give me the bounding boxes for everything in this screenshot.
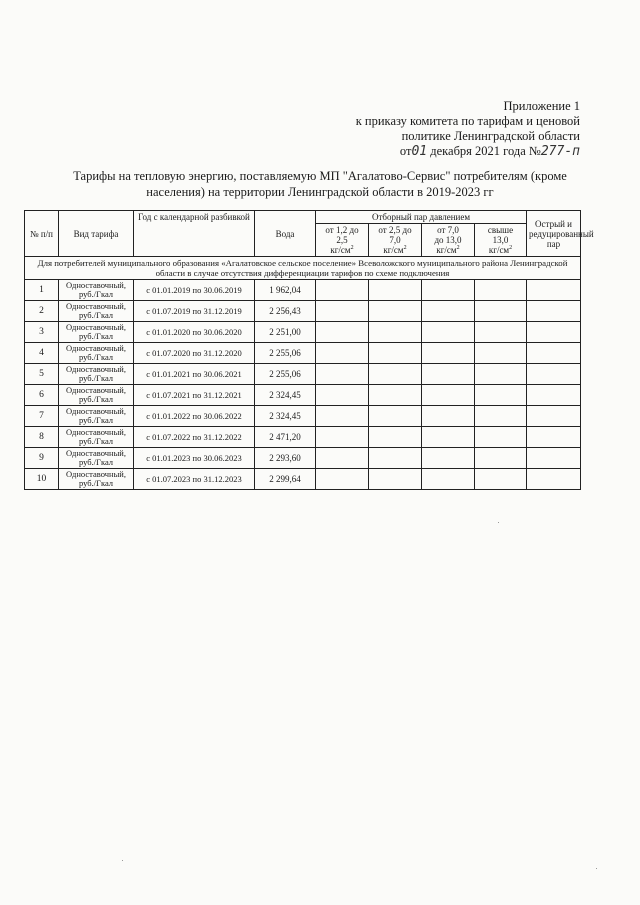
- row-kind: Одноставочный, руб./Гкал: [59, 364, 134, 385]
- empty-cell: [422, 301, 475, 322]
- row-kind: Одноставочный, руб./Гкал: [59, 343, 134, 364]
- document-title: [22, 168, 618, 200]
- empty-cell: [475, 448, 527, 469]
- header-period: Год с календарной разбивкой: [134, 211, 255, 257]
- table-row: [25, 448, 581, 469]
- row-water-value: 2 293,60: [255, 448, 316, 469]
- empty-cell: [422, 406, 475, 427]
- row-water-value: 2 251,00: [255, 322, 316, 343]
- empty-cell: [369, 448, 422, 469]
- empty-cell: [422, 385, 475, 406]
- header-steam-range-2: [369, 224, 422, 257]
- empty-cell: [422, 448, 475, 469]
- range-4-line-2: 13,0: [492, 235, 509, 245]
- date-prefix: от: [399, 144, 412, 158]
- appendix-date-line: [280, 144, 580, 159]
- table-row: [25, 364, 581, 385]
- row-num: 7: [25, 406, 59, 427]
- empty-cell: [422, 280, 475, 301]
- scan-speck: [122, 860, 123, 861]
- empty-cell: [475, 343, 527, 364]
- range-4-line-1: свыше: [487, 225, 514, 235]
- empty-cell: [316, 280, 369, 301]
- row-period: с 01.01.2020 по 30.06.2020: [134, 322, 255, 343]
- empty-cell: [475, 427, 527, 448]
- range-2-line-1: от 2,5 до: [378, 225, 412, 235]
- table-row: [25, 469, 581, 490]
- row-num: 3: [25, 322, 59, 343]
- empty-cell: [475, 385, 527, 406]
- tariff-table: [24, 210, 594, 490]
- row-period: с 01.01.2021 по 30.06.2021: [134, 364, 255, 385]
- row-num: 10: [25, 469, 59, 490]
- empty-cell: [369, 301, 422, 322]
- empty-cell: [369, 427, 422, 448]
- row-water-value: 2 471,20: [255, 427, 316, 448]
- row-num: 5: [25, 364, 59, 385]
- appendix-title: Приложение 1: [503, 99, 580, 113]
- empty-cell: [475, 322, 527, 343]
- empty-cell: [475, 469, 527, 490]
- empty-cell: [422, 322, 475, 343]
- row-kind: Одноставочный, руб./Гкал: [59, 322, 134, 343]
- row-kind: Одноставочный, руб./Гкал: [59, 280, 134, 301]
- row-water-value: 2 299,64: [255, 469, 316, 490]
- header-num: № п/п: [25, 211, 59, 257]
- empty-cell: [316, 322, 369, 343]
- handwritten-order-number: 277-п: [540, 144, 580, 159]
- empty-cell: [475, 301, 527, 322]
- empty-cell: [422, 343, 475, 364]
- empty-cell: [369, 364, 422, 385]
- header-steam-range-4: [475, 224, 527, 257]
- row-kind: Одноставочный, руб./Гкал: [59, 385, 134, 406]
- row-period: с 01.07.2023 по 31.12.2023: [134, 469, 255, 490]
- row-water-value: 1 962,04: [255, 280, 316, 301]
- empty-cell: [316, 469, 369, 490]
- empty-cell: [369, 385, 422, 406]
- row-period: с 01.07.2019 по 31.12.2019: [134, 301, 255, 322]
- empty-cell: [422, 427, 475, 448]
- empty-cell: [316, 406, 369, 427]
- empty-cell: [422, 469, 475, 490]
- row-period: с 01.07.2022 по 31.12.2022: [134, 427, 255, 448]
- row-water-value: 2 255,06: [255, 343, 316, 364]
- document-title-line-2: населения) на территории Ленинградской области в 2019-2023 гг: [146, 185, 494, 199]
- empty-cell: [527, 385, 581, 406]
- row-num: 9: [25, 448, 59, 469]
- row-period: с 01.01.2022 по 30.06.2022: [134, 406, 255, 427]
- date-suffix: декабря 2021 года №: [430, 144, 541, 158]
- group-note: Для потребителей муниципального образования «Агалатовское сельское поселение» Всеволожского муниципального района Ленинградской области в случае отсутствия дифференциации тарифов по схеме подключения: [25, 257, 581, 280]
- empty-cell: [369, 406, 422, 427]
- range-2-unit: $кг/см^2$: [383, 245, 407, 255]
- empty-cell: [527, 406, 581, 427]
- row-num: 8: [25, 427, 59, 448]
- row-kind: Одноставочный, руб./Гкал: [59, 427, 134, 448]
- header-steam-range-1: [316, 224, 369, 257]
- header-steam-group: Отборный пар давлением: [316, 211, 527, 224]
- row-kind: Одноставочный, руб./Гкал: [59, 448, 134, 469]
- empty-cell: [475, 280, 527, 301]
- header-sharp-steam: Острый и редуцированный пар: [527, 211, 581, 257]
- scan-speck: [596, 868, 597, 869]
- table-row: [25, 343, 581, 364]
- empty-cell: [527, 322, 581, 343]
- row-water-value: 2 324,45: [255, 385, 316, 406]
- empty-cell: [527, 301, 581, 322]
- table-row: [25, 385, 581, 406]
- row-kind: Одноставочный, руб./Гкал: [59, 406, 134, 427]
- row-num: 2: [25, 301, 59, 322]
- range-3-unit: $кг/см^2$: [436, 245, 460, 255]
- row-period: с 01.01.2019 по 30.06.2019: [134, 280, 255, 301]
- range-1-line-1: от 1,2 до: [325, 225, 359, 235]
- table-row: [25, 322, 581, 343]
- empty-cell: [422, 364, 475, 385]
- empty-cell: [475, 406, 527, 427]
- table-row: [25, 427, 581, 448]
- row-period: с 01.07.2020 по 31.12.2020: [134, 343, 255, 364]
- range-2-line-2: 7,0: [389, 235, 401, 245]
- empty-cell: [527, 280, 581, 301]
- range-4-unit: $кг/см^2$: [488, 245, 513, 255]
- empty-cell: [369, 280, 422, 301]
- empty-cell: [369, 343, 422, 364]
- row-period: с 01.01.2023 по 30.06.2023: [134, 448, 255, 469]
- empty-cell: [369, 322, 422, 343]
- empty-cell: [369, 469, 422, 490]
- row-num: 4: [25, 343, 59, 364]
- row-kind: Одноставочный, руб./Гкал: [59, 301, 134, 322]
- row-water-value: 2 324,45: [255, 406, 316, 427]
- empty-cell: [527, 427, 581, 448]
- empty-cell: [316, 448, 369, 469]
- appendix-header: [280, 99, 580, 159]
- empty-cell: [316, 385, 369, 406]
- range-3-line-1: от 7,0: [437, 225, 459, 235]
- table-row: [25, 301, 581, 322]
- empty-cell: [475, 364, 527, 385]
- empty-cell: [527, 469, 581, 490]
- table-row: [25, 406, 581, 427]
- empty-cell: [527, 448, 581, 469]
- empty-cell: [316, 427, 369, 448]
- range-1-unit: $кг/см^2$: [330, 245, 354, 255]
- header-kind: Вид тарифа: [59, 211, 134, 257]
- appendix-line-2: политике Ленинградской области: [401, 129, 580, 143]
- empty-cell: [527, 364, 581, 385]
- document-title-line-1: Тарифы на тепловую энергию, поставляемую МП "Агалатово-Сервис" потребителям (кроме: [73, 169, 567, 183]
- empty-cell: [316, 343, 369, 364]
- range-3-line-2: до 13,0: [434, 235, 462, 245]
- header-steam-range-3: [422, 224, 475, 257]
- appendix-line-1: к приказу комитета по тарифам и ценовой: [355, 114, 580, 128]
- empty-cell: [527, 343, 581, 364]
- table-row: [25, 280, 581, 301]
- row-kind: Одноставочный, руб./Гкал: [59, 469, 134, 490]
- range-1-line-2: 2,5: [336, 235, 348, 245]
- row-num: 6: [25, 385, 59, 406]
- row-period: с 01.07.2021 по 31.12.2021: [134, 385, 255, 406]
- row-water-value: 2 256,43: [255, 301, 316, 322]
- row-water-value: 2 255,06: [255, 364, 316, 385]
- empty-cell: [316, 364, 369, 385]
- header-water: Вода: [255, 211, 316, 257]
- empty-cell: [316, 301, 369, 322]
- row-num: 1: [25, 280, 59, 301]
- scan-speck: [498, 522, 499, 523]
- handwritten-day: 01: [411, 144, 428, 159]
